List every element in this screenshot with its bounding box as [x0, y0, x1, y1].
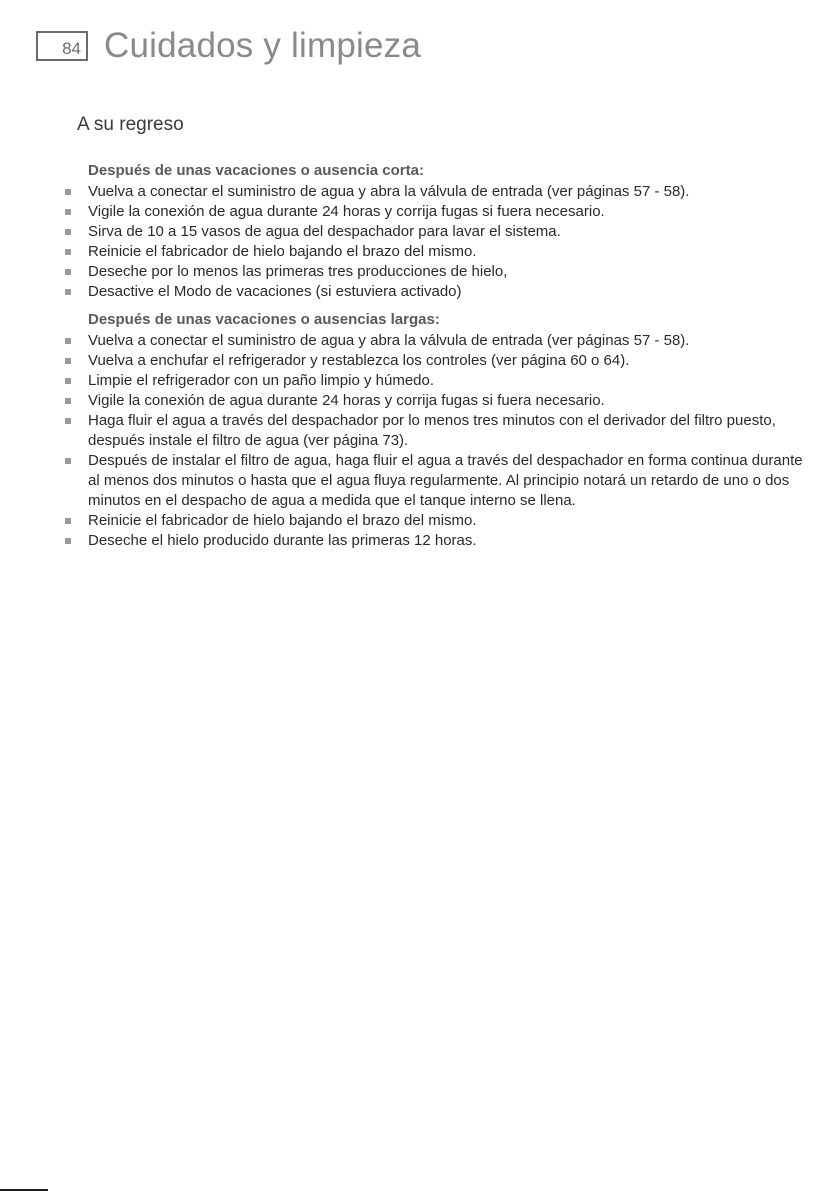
list-item: Deseche por lo menos las primeras tres producciones de hielo,	[64, 262, 804, 282]
list-item: Vuelva a conectar el suministro de agua y abra la válvula de entrada (ver páginas 57 - 58).	[64, 182, 804, 202]
instructions-content	[64, 161, 804, 559]
group-heading: Después de unas vacaciones o ausencias largas:	[88, 311, 440, 328]
list-item: Vuelva a conectar el suministro de agua y abra la válvula de entrada (ver páginas 57 - 58).	[64, 331, 804, 351]
list-item: Deseche el hielo producido durante las primeras 12 horas.	[64, 531, 804, 551]
list-item: Vigile la conexión de agua durante 24 horas y corrija fugas si fuera necesario.	[64, 202, 804, 222]
page-header	[36, 26, 421, 66]
list-item: Reinicie el fabricador de hielo bajando el brazo del mismo.	[64, 242, 804, 262]
short-absence-group	[64, 161, 804, 302]
bullet-list	[64, 331, 804, 551]
page-number: 84	[36, 31, 88, 61]
list-item: Limpie el refrigerador con un paño limpio y húmedo.	[64, 371, 804, 391]
long-absence-group	[64, 310, 804, 551]
list-item: Vuelva a enchufar el refrigerador y restablezca los controles (ver página 60 o 64).	[64, 351, 804, 371]
list-item: Reinicie el fabricador de hielo bajando el brazo del mismo.	[64, 511, 804, 531]
page-title: Cuidados y limpieza	[104, 26, 422, 65]
section-title: A su regreso	[77, 114, 184, 135]
list-item: Vigile la conexión de agua durante 24 horas y corrija fugas si fuera necesario.	[64, 391, 804, 411]
list-item: Sirva de 10 a 15 vasos de agua del despachador para lavar el sistema.	[64, 222, 804, 242]
group-heading: Después de unas vacaciones o ausencia corta:	[88, 162, 424, 179]
list-item: Haga fluir el agua a través del despachador por lo menos tres minutos con el derivador del filtro puesto, después instale el filtro de agua (ver página 73).	[64, 411, 804, 451]
bullet-list	[64, 182, 804, 302]
list-item: Desactive el Modo de vacaciones (si estuviera activado)	[64, 282, 804, 302]
list-item: Después de instalar el filtro de agua, haga fluir el agua a través del despachador en forma continua durante al menos dos minutos o hasta que el agua fluya regularmente. Al principio notará un retardo de uno o dos minutos en el despacho de agua a medida que el tanque interno se llena.	[64, 451, 804, 511]
